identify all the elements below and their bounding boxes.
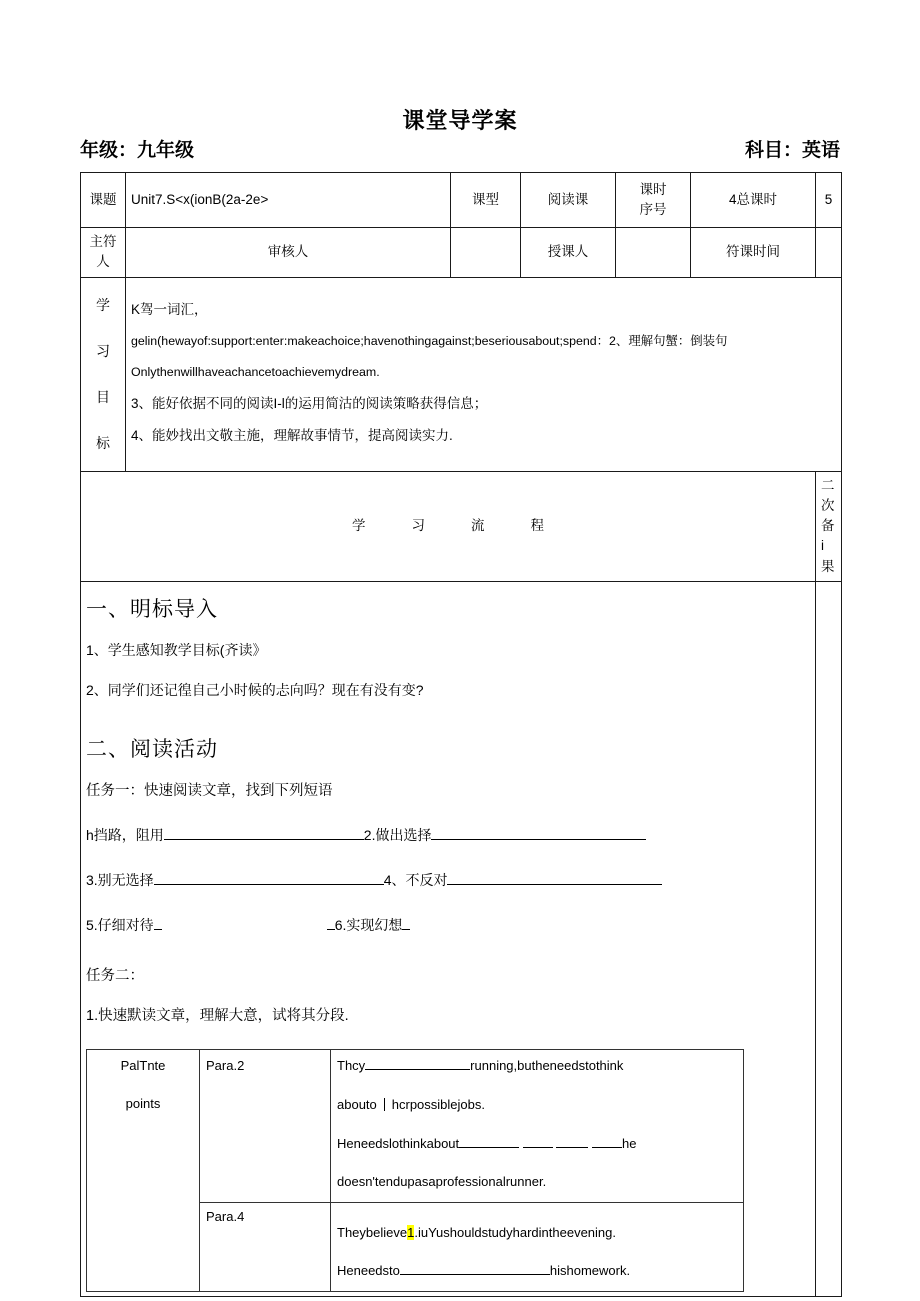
para4-blank-1[interactable] [400,1274,550,1275]
type-label: 课型 [451,173,521,228]
para4-line-1 [337,1263,737,1279]
para2-line-0 [337,1058,737,1074]
phrase-blank-5b[interactable] [327,929,335,930]
objective-line-3: 3、能好依据不同的阅读I-l的运用简沽的阅读策略获得信息； [131,395,488,411]
flow-char-2: 流 [471,518,485,533]
para-text-2 [331,1050,744,1202]
objectives-vertical-label [81,277,126,471]
para2-line-2 [337,1136,737,1152]
phrase-blank-1[interactable] [164,839,364,840]
flow-char-1: 习 [411,518,425,533]
para-text-4 [331,1202,744,1291]
para2-line-1 [337,1097,737,1113]
para4-line0-after: .iuYushouldstudyhardintheevening. [414,1224,616,1240]
secondary-notes-header [816,471,842,581]
para2-blank-2b[interactable] [523,1147,553,1148]
table-row-flow-content [81,581,842,1296]
phrase-blank-6[interactable] [402,929,410,930]
notes-header-line1: 二次备i [821,477,835,554]
table-row-people [81,228,842,278]
page-title: 课堂导学案 [402,108,518,133]
paragraph-table [86,1049,744,1292]
para2-line-3: doesn'tendupasaprofessionalrunner. [337,1174,547,1190]
task-2-title: 任务二： [86,967,144,984]
para2-blank-0[interactable] [365,1069,470,1070]
flow-char-3: 程 [530,518,544,533]
objective-line-2: Onlythenwillhaveachancetoachievemydream. [131,364,380,379]
flow-content-cell [81,581,816,1296]
para2-line0-before: Thcy [337,1058,366,1074]
highlighted-number: 1 [407,1224,415,1240]
task-2-item: 1.快速默读文章，理解大意，试将其分段. [86,1007,349,1024]
main-points-line1: PalTnte [120,1058,166,1074]
phrase-label-5: 5.仔细对待 [86,916,154,933]
para4-line1-before: Heneedsto [337,1263,400,1279]
para-table-row-2 [87,1050,744,1202]
table-row-flow-header [81,471,842,581]
para2-line2-after: he [622,1135,637,1151]
teacher-label: 授课人 [521,228,616,278]
objective-line-4: 4、能妙找出文敬主施，理解故事情节，提高阅读实力. [131,427,453,443]
task-1-row-0 [86,825,810,846]
para2-line2-before: Heneedslothinkabout [337,1135,460,1151]
reviewer-label: 审核人 [126,228,451,278]
para4-line1-after: hishomework. [549,1263,631,1279]
period-label-line1: 课时 [639,181,667,197]
phrase-label-2: 2.做出选择 [363,826,432,843]
objective-line-0: K驾一词汇， [131,301,208,317]
task-1-row-2 [86,915,810,936]
total-periods-label: 4总课时 [691,173,816,228]
para2-line1-before: abouto [337,1096,377,1112]
class-time-value[interactable] [816,228,842,278]
vlabel-char-2: 目 [96,389,110,406]
para2-line0-after: running,butheneedstothink [470,1058,624,1074]
class-time-label: 符课时间 [691,228,816,278]
objective-line-1: gelin(hewayof:support:enter:makeachoice;havenothingagainst;beseriousabout;spend：2、理解句蟹：倒装句 [131,334,728,349]
para-label-4: Para.4 [200,1202,331,1291]
para2-blank-2d[interactable] [592,1147,622,1148]
vlabel-char-1: 习 [96,342,110,359]
topic-value[interactable]: Unit7.S<x(ionB(2a-2e> [126,173,451,228]
topic-label: 课题 [81,173,126,228]
vlabel-char-0: 学 [96,296,110,313]
cursor-pipe-icon [384,1098,385,1111]
main-points-cell [87,1050,200,1292]
task-1-title: 任务一：快速阅读文章，找到下列短语 [86,783,333,800]
period-label-line2: 序号 [639,202,667,217]
objectives-content [126,277,842,471]
section-2-title: 二、阅读活动 [86,737,218,761]
section-1-item-0: 1、学生感知教学目标(齐读》 [86,642,267,659]
para2-blank-2a[interactable] [459,1147,519,1148]
table-row-objectives [81,277,842,471]
subject-label: 科目：英语 [744,140,840,161]
phrase-blank-5a[interactable] [154,929,162,930]
table-row-topic [81,173,842,228]
type-value[interactable]: 阅读课 [521,173,616,228]
blank-cell[interactable] [451,228,521,278]
notes-header-line2: 果 [821,558,835,574]
section-1-item-1: 2、同学们还记徨自己小时候的忐向吗？现在有没有变? [86,682,424,699]
total-periods-value[interactable]: 5 [816,173,842,228]
phrase-blank-3[interactable] [154,884,384,885]
period-label [616,173,691,228]
phrase-label-3: 3.别无选择 [86,871,154,888]
flow-char-0: 学 [352,518,366,533]
para-label-2: Para.2 [200,1050,331,1202]
main-points-line2: points [125,1095,161,1111]
grade-label: 年级：九年级 [80,140,195,161]
para4-line0-before: Theybelieve [337,1224,408,1240]
vlabel-char-3: 标 [96,435,110,452]
grade-subject-line [80,135,840,163]
phrase-blank-4[interactable] [447,884,662,885]
phrase-label-1: h挡路，阻用 [86,826,164,843]
phrase-blank-2[interactable] [431,839,646,840]
teacher-value[interactable] [616,228,691,278]
flow-header-title [81,471,816,581]
phrase-label-6: 6.实现幻想 [334,916,403,933]
section-1-title: 一、明标导入 [86,597,218,621]
para4-line-0 [337,1225,737,1241]
author-label: 主符人 [81,228,126,278]
para2-blank-2c[interactable] [556,1147,588,1148]
phrase-label-4: 4、不反对 [383,871,448,888]
secondary-notes-cell[interactable] [816,581,842,1296]
task-1-row-1 [86,870,810,891]
para2-line1-after: hcrpossiblejobs. [391,1096,485,1112]
lesson-plan-table [80,172,842,1297]
